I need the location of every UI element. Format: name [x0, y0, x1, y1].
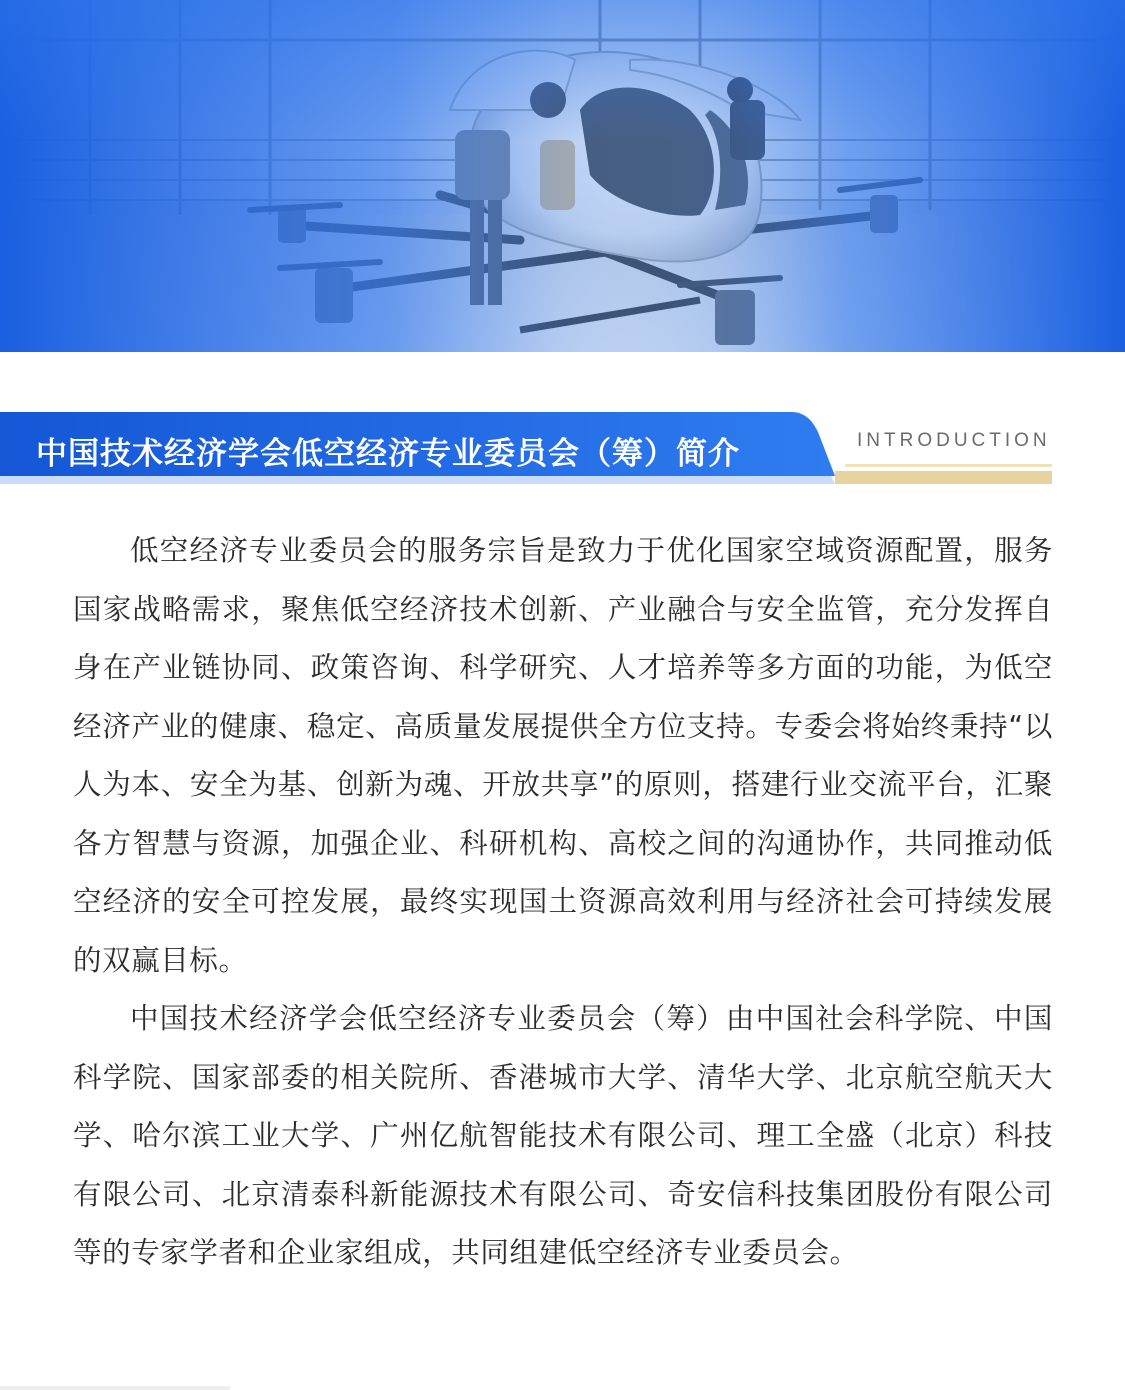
section-subtitle-en: INTRODUCTION — [857, 430, 1051, 451]
paragraph: 低空经济专业委员会的服务宗旨是致力于优化国家空域资源配置，服务国家战略需求，聚焦低空经济技术创新、产业融合与安全监管，充分发挥自身在产业链协同、政策咨询、科学研究、人才培养等多方面的功能，为低空经济产业的健康、稳定、高质量发展提供全方位支持。专委会将始终秉持“以人为本、安全为基、创新为魂、开放共享”的原则，搭建行业交流平台，汇聚各方智慧与资源，加强企业、科研机构、高校之间的沟通协作，共同推动低空经济的安全可控发展，最终实现国土资源高效利用与经济社会可持续发展的双赢目标。 — [73, 534, 1053, 977]
evtol-aircraft-photo — [0, 0, 1125, 352]
bottom-divider — [0, 1386, 230, 1390]
header-accent-line — [845, 464, 1052, 467]
header-accent-bar — [835, 471, 1052, 484]
hero-image — [0, 0, 1125, 352]
section-title: 中国技术经济学会低空经济专业委员会（筹）简介 — [36, 436, 740, 472]
intro-text — [73, 522, 1053, 1283]
section-header — [0, 408, 1125, 488]
paragraph: 中国技术经济学会低空经济专业委员会（筹）由中国社会科学院、中国科学院、国家部委的相关院所、香港城市大学、清华大学、北京航空航天大学、哈尔滨工业大学、广州亿航智能技术有限公司、理工全盛（北京）科技有限公司、北京清泰科新能源技术有限公司、奇安信科技集团股份有限公司等的专家学者和企业家组成，共同组建低空经济专业委员会。 — [73, 1002, 1053, 1269]
